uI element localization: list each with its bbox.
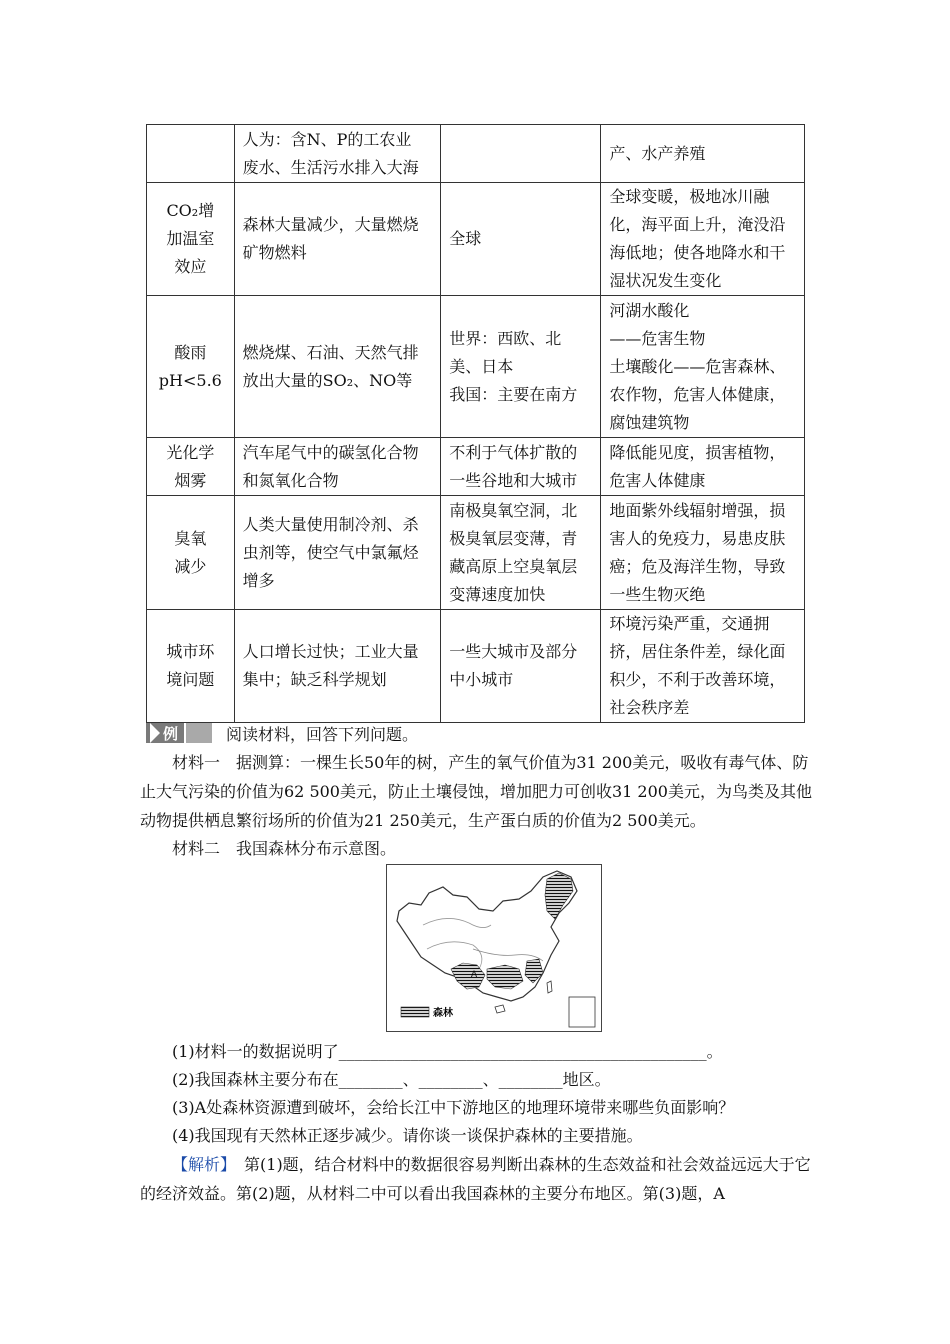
triangle-icon [150, 723, 160, 743]
table-cell [147, 610, 235, 723]
china-forest-map [386, 864, 602, 1032]
cell-line: 一些谷地和大城市 [449, 470, 578, 490]
table-cell [234, 183, 441, 296]
example-header [146, 720, 418, 746]
cell-line: 燃烧煤、石油、天然气排 [242, 342, 419, 362]
cell-line: 减少 [174, 556, 207, 576]
northwest-boundary-line [423, 918, 491, 927]
cell-line: 全球 [449, 229, 482, 248]
cell-line: 中小城市 [449, 670, 514, 689]
cell-line: 危害人体健康 [609, 470, 706, 490]
cell-line: 我国：主要在南方 [449, 384, 578, 404]
cell-line: pH<5.6 [158, 370, 222, 390]
table-cell [601, 496, 805, 610]
cell-line: 环境污染严重，交通拥 [609, 614, 770, 633]
table-cell [441, 125, 601, 183]
cell-line: 美、日本 [449, 356, 514, 376]
table-cell [147, 125, 235, 183]
cell-line: 挤，居住条件差，绿化面 [609, 642, 786, 661]
cell-line: 社会秩序差 [609, 698, 690, 717]
cell-line: 害人的免疫力，易患皮肤 [609, 528, 786, 548]
forest-northeast [545, 873, 573, 919]
cell-line: 全球变暖，极地冰川融 [609, 187, 770, 206]
cell-line: 变薄速度加快 [449, 584, 546, 604]
table-cell [601, 183, 805, 296]
cell-line: 集中；缺乏科学规划 [242, 670, 387, 689]
table-cell [234, 496, 441, 610]
table-cell [601, 296, 805, 438]
table-cell [147, 183, 235, 296]
cell-line: 湿状况发生变化 [609, 271, 722, 290]
cell-line: 人为：含N、P的工农业 [242, 129, 412, 149]
table-cell [441, 610, 601, 723]
cell-line: 降低能见度，损害植物， [609, 442, 786, 462]
example-badge [146, 723, 184, 743]
table-cell [234, 296, 441, 438]
cell-line: 土壤酸化——危害森林、 [609, 356, 786, 376]
table-cell [601, 125, 805, 183]
cell-line: 极臭氧层变薄，青 [449, 528, 578, 548]
cell-line: 汽车尾气中的碳氢化合物 [242, 442, 419, 462]
environment-issues-table [146, 124, 805, 723]
question-3: (3)A处森林资源遭到破坏，会给长江中下游地区的地理环境带来哪些负面影响？ [172, 1098, 735, 1117]
question-4: (4)我国现有天然林正逐步减少。请你谈一谈保护森林的主要措施。 [172, 1126, 643, 1145]
cell-line: 烟雾 [174, 470, 207, 490]
cell-line: 酸雨 [174, 342, 207, 362]
cell-line: 产、水产养殖 [609, 143, 706, 163]
example-intro: 阅读材料，回答下列问题。 [226, 724, 419, 744]
material-one: 材料一 据测算：一棵生长50年的树，产生的氧气价值为31 200美元，吸收有毒气体、防止大气污染的价值为62 500美元，防止土壤侵蚀，增加肥力可创收31 200美元，为鸟类及其他动物提供栖息繁衍场所的价值为21 250美元，生产蛋白质的价值为2 500美元。 [140, 753, 812, 830]
cell-line: 和氮氧化合物 [242, 470, 339, 490]
table-cell [441, 296, 601, 438]
table-cell [147, 438, 235, 496]
table-cell [441, 183, 601, 296]
cell-line: 海低地；使各地降水和干 [609, 243, 786, 262]
cell-line: 癌；危及海洋生物，导致 [609, 556, 786, 576]
cell-line: 臭氧 [174, 528, 207, 548]
south-sea-inset [569, 997, 595, 1027]
example-badge-label: 例 [163, 724, 179, 743]
cell-line: 不利于气体扩散的 [449, 442, 578, 462]
analysis-text: 第(1)题，结合材料中的数据很容易判断出森林的生态效益和社会效益远远大于它的经济效益。第(2)题，从材料二中可以看出我国森林的主要分布地区。第(3)题，A [140, 1155, 811, 1203]
cell-line: 光化学 [166, 442, 215, 462]
cell-line: 人类大量使用制冷剂、杀 [242, 514, 419, 534]
cell-line: 森林大量减少，大量燃烧 [242, 215, 419, 234]
table-cell [441, 438, 601, 496]
table-row [147, 496, 805, 610]
analysis-paragraph [140, 1150, 820, 1208]
cell-line: 化，海平面上升，淹没沿 [609, 215, 786, 234]
legend-label: 森林 [433, 1008, 453, 1019]
cell-line: 一些生物灭绝 [609, 584, 706, 604]
cell-line: 藏高原上空臭氧层 [449, 556, 578, 576]
table-cell [441, 496, 601, 610]
table-row [147, 610, 805, 723]
cell-line: 腐蚀建筑物 [609, 412, 690, 432]
table-cell [601, 438, 805, 496]
forest-south [487, 965, 523, 989]
cell-line: 河湖水酸化 [609, 300, 690, 320]
cell-line: 放出大量的SO₂、NO等 [242, 370, 413, 390]
table-cell [234, 610, 441, 723]
table-cell [147, 496, 235, 610]
forest-map-graphic [387, 865, 601, 1031]
question-1: (1)材料一的数据说明了______________________________________________。 [172, 1042, 723, 1061]
cell-line: 地面紫外线辐射增强，损 [609, 500, 786, 520]
table-cell [147, 296, 235, 438]
cell-line: 加温室 [166, 229, 215, 248]
cell-line: 虫剂等，使空气中氯氟烃 [242, 542, 419, 562]
taiwan-island [547, 981, 552, 993]
cell-line: 农作物，危害人体健康， [609, 384, 786, 404]
forest-southeast [525, 959, 543, 983]
question-2: (2)我国森林主要分布在________、________、________地区。 [172, 1070, 611, 1089]
table-row [147, 125, 805, 183]
cell-line: 矿物燃料 [242, 243, 307, 262]
cell-line: CO₂增 [166, 201, 215, 220]
analysis-label: 【解析】 [172, 1155, 229, 1174]
cell-line: ——危害生物 [609, 328, 706, 348]
cell-line: 效应 [174, 257, 207, 276]
table-cell [234, 125, 441, 183]
cell-line: 城市环 [166, 642, 215, 661]
point-a-label: A [471, 969, 478, 979]
cell-line: 积少，不利于改善环境， [609, 670, 786, 689]
cell-line: 增多 [242, 570, 275, 590]
river-line [473, 949, 543, 961]
cell-line: 境问题 [166, 670, 215, 689]
cell-line: 废水、生活污水排入大海 [242, 157, 419, 177]
cell-line: 一些大城市及部分 [449, 642, 578, 661]
hainan-island [495, 1005, 505, 1013]
legend-swatch [401, 1007, 429, 1017]
table-row [147, 438, 805, 496]
cell-line: 南极臭氧空洞，北 [449, 500, 578, 520]
table-row [147, 296, 805, 438]
table-cell [234, 438, 441, 496]
cell-line: 人口增长过快；工业大量 [242, 642, 419, 661]
material-two: 材料二 我国森林分布示意图。 [172, 839, 397, 858]
table-cell [601, 610, 805, 723]
table-row [147, 183, 805, 296]
cell-line: 世界：西欧、北 [449, 328, 562, 348]
badge-block-icon [186, 723, 212, 743]
